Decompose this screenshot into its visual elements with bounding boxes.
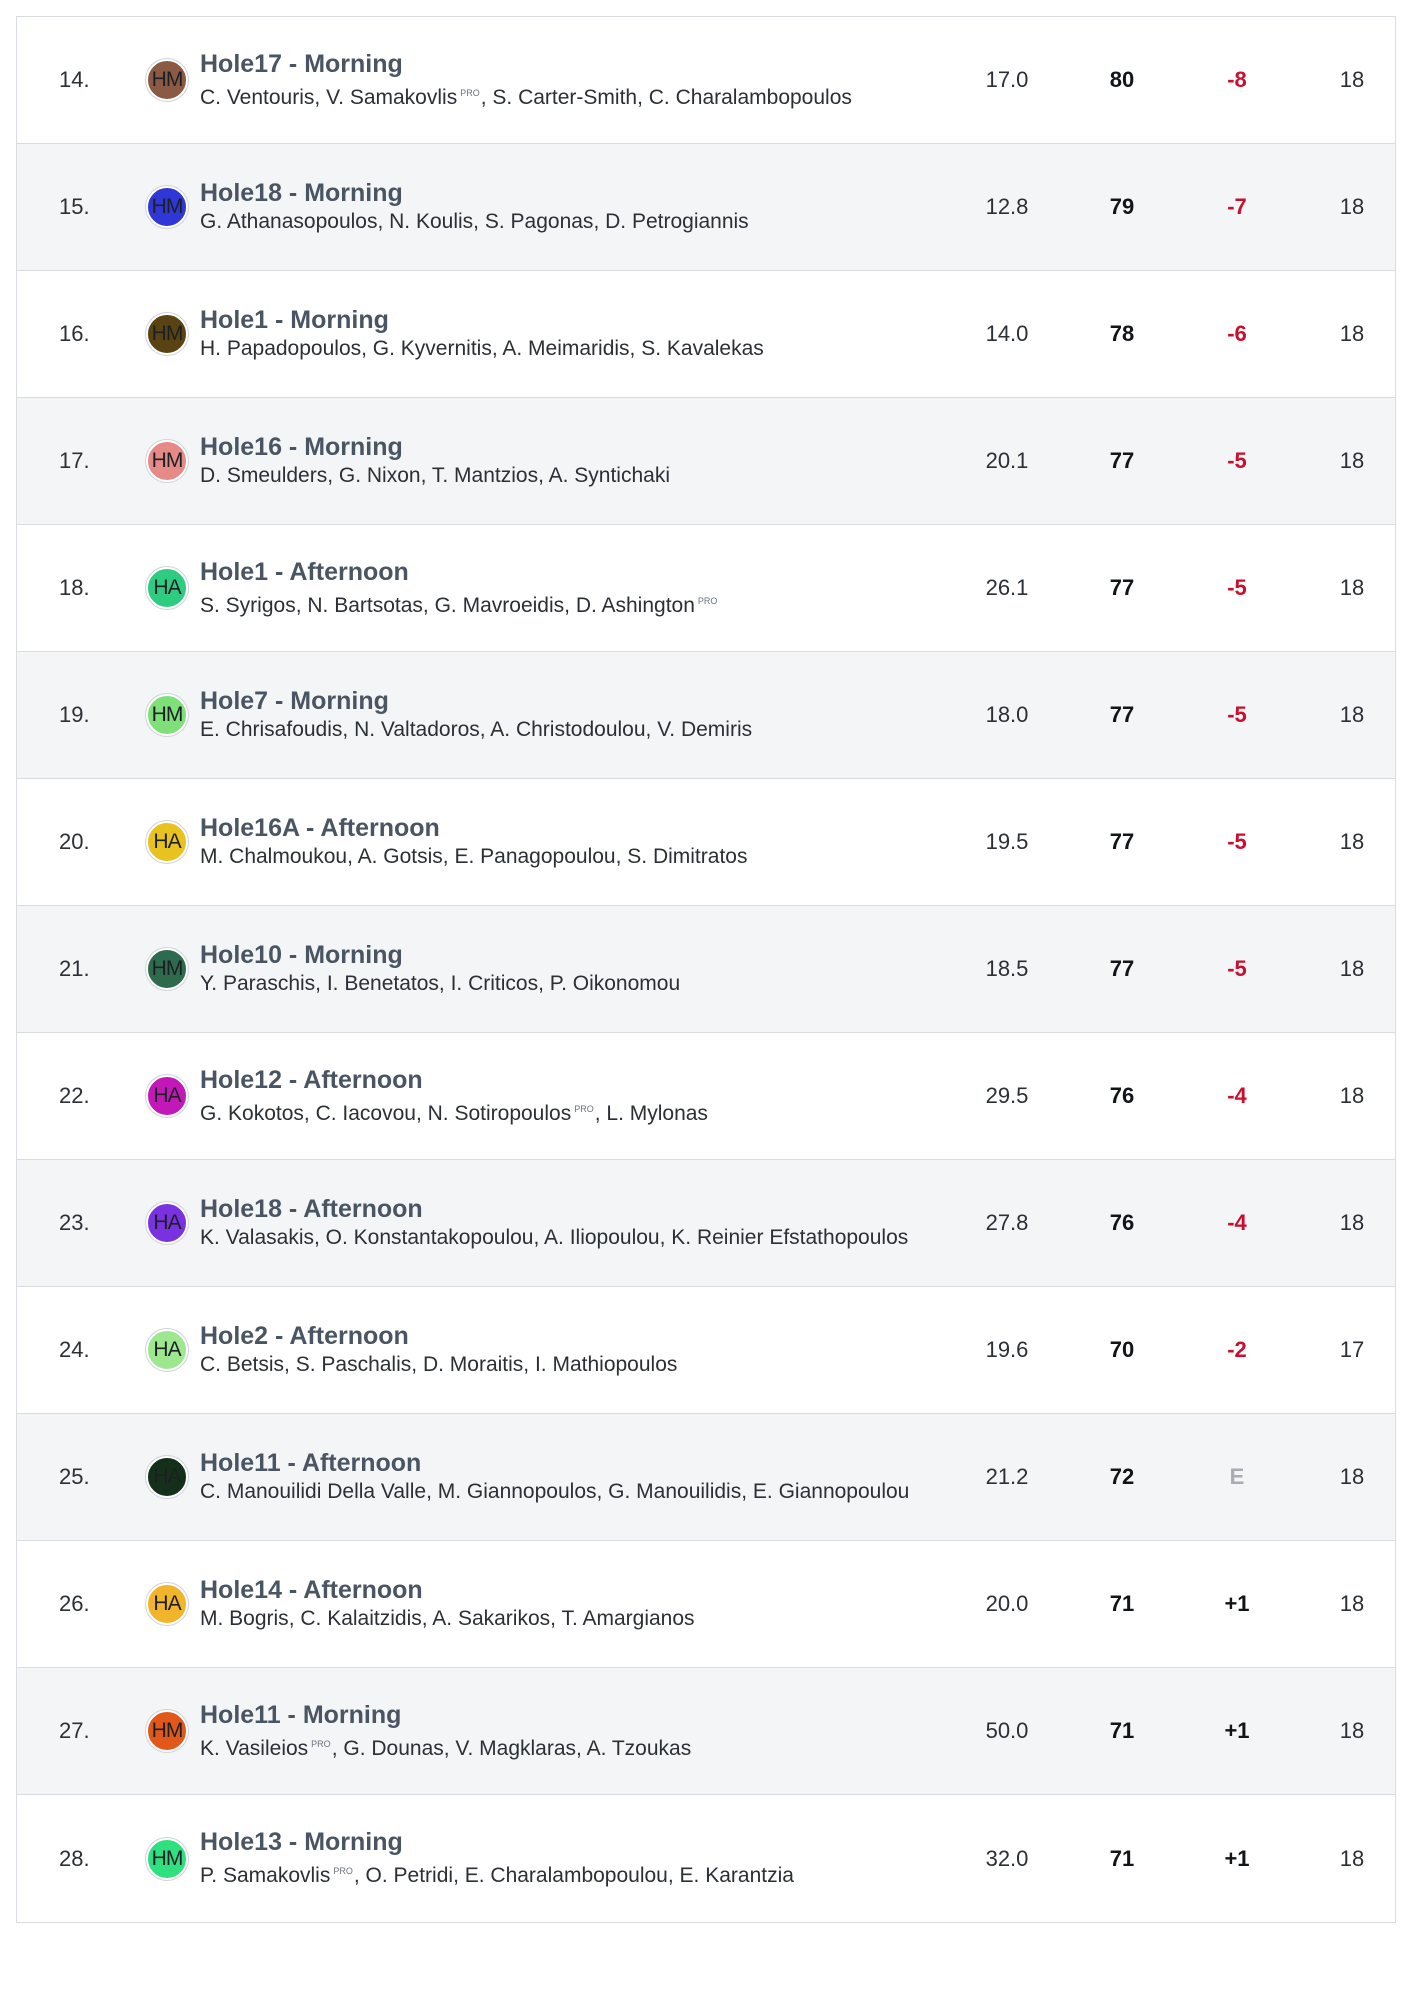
- gross-score: 76: [1109, 1083, 1135, 1108]
- to-par-score: -5: [1227, 956, 1247, 981]
- player-list: D. Smeulders, G. Nixon, T. Mantzios, A. Syntichaki: [200, 464, 670, 487]
- player-name: S. Pagonas: [484, 210, 594, 233]
- position: 19.: [59, 702, 90, 727]
- handicap-value: 19.6: [985, 1337, 1029, 1362]
- holes-played: 18: [1339, 1210, 1365, 1235]
- team-name-link[interactable]: Hole13 - Morning: [200, 1828, 403, 1856]
- to-par-score: -6: [1227, 321, 1247, 346]
- player-name: N. Bartsotas: [307, 593, 423, 617]
- holes-played: 18: [1339, 829, 1365, 854]
- handicap-value: 26.1: [985, 575, 1029, 600]
- player-list: G. Kokotos, C. Iacovou, N. Sotiropoulos $^{PRO}$, L. Mylonas: [200, 1101, 708, 1125]
- player-name: S. Carter-Smith: [492, 85, 638, 109]
- team-avatar-icon: HM: [146, 59, 188, 101]
- team-avatar-icon: HM: [146, 1710, 188, 1752]
- to-par-score: +1: [1224, 1591, 1250, 1616]
- player-name: G. Kokotos: [200, 1101, 304, 1125]
- handicap-value: 19.5: [985, 829, 1029, 854]
- player-name: C. Charalambopoulos: [648, 85, 852, 109]
- player-name: C. Kalaitzidis: [300, 1607, 422, 1630]
- team-info[interactable]: [200, 1414, 920, 1540]
- team-name-link[interactable]: Hole11 - Morning: [200, 1700, 402, 1729]
- team-name-link[interactable]: Hole2 - Afternoon: [200, 1322, 409, 1350]
- gross-score: 71: [1109, 1591, 1135, 1616]
- player-list: H. Papadopoulos, G. Kyvernitis, A. Meimaridis, S. Kavalekas: [200, 337, 764, 360]
- player-name: T. Mantzios: [431, 464, 539, 487]
- player-name: S. Dimitratos: [627, 845, 748, 868]
- pro-badge: PRO: [460, 87, 480, 98]
- team-avatar-icon: HA: [146, 1202, 188, 1244]
- player-name: I. Criticos: [450, 972, 539, 995]
- team-avatar-icon: HM: [146, 694, 188, 736]
- leaderboard-row[interactable]: [17, 17, 1395, 144]
- team-name-link[interactable]: Hole12 - Afternoon: [200, 1065, 423, 1094]
- team-name-link[interactable]: Hole1 - Afternoon: [200, 557, 409, 586]
- player-name: E. Charalambopoulou: [464, 1864, 668, 1887]
- position: 28.: [59, 1845, 90, 1871]
- player-name: G. Mavroeidis: [434, 593, 565, 617]
- position: 25.: [59, 1464, 90, 1489]
- team-name-link[interactable]: Hole1 - Morning: [200, 306, 389, 334]
- player-name: H. Papadopoulos: [200, 337, 362, 360]
- player-name: O. Konstantakopoulou: [325, 1226, 534, 1249]
- leaderboard-row[interactable]: [17, 1668, 1395, 1795]
- gross-score: 77: [1109, 448, 1135, 473]
- handicap-value: 27.8: [985, 1210, 1029, 1235]
- player-list: C. Ventouris, V. Samakovlis $^{PRO}$, S. Carter-Smith, C. Charalambopoulos: [200, 85, 852, 109]
- team-name-link[interactable]: Hole16A - Afternoon: [200, 814, 440, 842]
- leaderboard-row[interactable]: [17, 1414, 1395, 1541]
- to-par-score: -5: [1227, 448, 1247, 473]
- player-name: D. Ashington: [575, 593, 695, 617]
- gross-score: 77: [1109, 956, 1135, 981]
- team-avatar-icon: HM: [146, 313, 188, 355]
- team-name-link[interactable]: Hole16 - Morning: [200, 433, 403, 461]
- position: 18.: [59, 575, 90, 600]
- gross-score: 78: [1109, 321, 1135, 346]
- player-list: Y. Paraschis, I. Benetatos, I. Criticos, P. Oikonomou: [200, 972, 681, 995]
- position: 27.: [59, 1718, 90, 1743]
- player-name: K. Reinier Efstathopoulos: [671, 1226, 909, 1249]
- player-name: N. Valtadoros: [354, 718, 480, 741]
- leaderboard-row[interactable]: [17, 525, 1395, 652]
- holes-played: 18: [1339, 448, 1365, 473]
- player-name: I. Mathiopoulos: [534, 1353, 678, 1376]
- player-name: D. Petrogiannis: [605, 210, 749, 233]
- player-name: E. Panagopoulou: [454, 845, 616, 868]
- handicap-value: 21.2: [985, 1464, 1029, 1489]
- gross-score: 71: [1109, 1718, 1135, 1743]
- player-name: V. Magklaras: [455, 1736, 577, 1760]
- player-name: K. Vasileios: [200, 1736, 309, 1760]
- gross-score: 77: [1109, 702, 1135, 727]
- team-info[interactable]: [200, 17, 920, 143]
- gross-score: 79: [1109, 194, 1135, 219]
- player-name: V. Samakovlis: [326, 85, 458, 109]
- team-name-link[interactable]: Hole18 - Afternoon: [200, 1195, 423, 1223]
- to-par-score: -7: [1227, 194, 1247, 219]
- player-name: N. Koulis: [389, 210, 474, 233]
- player-name: S. Paschalis: [295, 1353, 412, 1376]
- player-name: T. Amargianos: [561, 1607, 695, 1630]
- player-name: E. Chrisafoudis: [200, 718, 343, 741]
- player-name: P. Oikonomou: [549, 972, 681, 995]
- handicap-value: 18.5: [985, 956, 1029, 981]
- player-name: D. Smeulders: [200, 464, 328, 487]
- player-name: V. Demiris: [657, 718, 753, 741]
- pro-badge: PRO: [311, 1738, 331, 1749]
- leaderboard-row[interactable]: [17, 1033, 1395, 1160]
- player-name: G. Manouilidis: [608, 1480, 742, 1503]
- to-par-score: E: [1229, 1464, 1245, 1489]
- to-par-score: +1: [1224, 1845, 1250, 1871]
- leaderboard-row[interactable]: [17, 906, 1395, 1033]
- player-name: M. Giannopoulos: [437, 1480, 597, 1503]
- player-name: D. Moraitis: [422, 1353, 524, 1376]
- player-list: C. Betsis, S. Paschalis, D. Moraitis, I. Mathiopoulos: [200, 1353, 678, 1376]
- team-info[interactable]: [200, 1160, 920, 1286]
- team-info[interactable]: [200, 652, 920, 778]
- leaderboard-row[interactable]: [17, 1795, 1395, 1922]
- holes-played: 18: [1339, 1591, 1365, 1616]
- player-name: E. Karantzia: [679, 1864, 794, 1887]
- handicap-value: 32.0: [985, 1845, 1029, 1871]
- player-name: S. Syrigos: [200, 593, 296, 617]
- team-avatar-icon: HA: [146, 1075, 188, 1117]
- player-name: M. Chalmoukou: [200, 845, 348, 868]
- player-list: M. Bogris, C. Kalaitzidis, A. Sakarikos, T. Amargianos: [200, 1607, 695, 1630]
- leaderboard-row[interactable]: [17, 1287, 1395, 1414]
- to-par-score: -4: [1227, 1083, 1247, 1108]
- team-avatar-icon: HA: [146, 1329, 188, 1371]
- to-par-score: -5: [1227, 702, 1247, 727]
- gross-score: 80: [1109, 67, 1135, 92]
- position: 16.: [59, 321, 90, 346]
- team-name-link[interactable]: Hole10 - Morning: [200, 941, 403, 969]
- gross-score: 70: [1109, 1337, 1135, 1362]
- player-name: N. Sotiropoulos: [427, 1101, 572, 1125]
- team-avatar-icon: HA: [146, 1456, 188, 1498]
- team-name-link[interactable]: Hole14 - Afternoon: [200, 1576, 423, 1604]
- to-par-score: -5: [1227, 829, 1247, 854]
- to-par-score: -5: [1227, 575, 1247, 600]
- player-name: A. Christodoulou: [490, 718, 646, 741]
- gross-score: 76: [1109, 1210, 1135, 1235]
- team-info[interactable]: [200, 144, 920, 270]
- player-list: K. Valasakis, O. Konstantakopoulou, A. Iliopoulou, K. Reinier Efstathopoulos: [200, 1226, 909, 1249]
- team-name-link[interactable]: Hole11 - Afternoon: [200, 1449, 422, 1477]
- team-info[interactable]: [200, 906, 920, 1032]
- holes-played: 18: [1339, 1718, 1365, 1743]
- team-info[interactable]: [200, 1668, 920, 1794]
- handicap-value: 17.0: [985, 67, 1029, 92]
- handicap-value: 50.0: [985, 1718, 1029, 1743]
- holes-played: 17: [1339, 1337, 1365, 1362]
- leaderboard-row[interactable]: [17, 144, 1395, 271]
- holes-played: 18: [1339, 702, 1365, 727]
- team-info[interactable]: [200, 1033, 920, 1159]
- pro-badge: PRO: [697, 595, 718, 606]
- holes-played: 18: [1339, 1845, 1365, 1871]
- handicap-value: 20.1: [985, 448, 1029, 473]
- position: 14.: [59, 67, 90, 92]
- position: 20.: [59, 829, 90, 854]
- player-name: C. Betsis: [200, 1353, 285, 1376]
- leaderboard-row[interactable]: [17, 1160, 1395, 1287]
- player-list: K. Vasileios $^{PRO}$, G. Dounas, V. Magklaras, A. Tzoukas: [200, 1736, 692, 1760]
- holes-played: 18: [1339, 321, 1365, 346]
- handicap-value: 12.8: [985, 194, 1029, 219]
- player-name: G. Kyvernitis: [372, 337, 492, 360]
- handicap-value: 14.0: [985, 321, 1029, 346]
- player-list: E. Chrisafoudis, N. Valtadoros, A. Christodoulou, V. Demiris: [200, 718, 753, 741]
- player-name: A. Syntichaki: [548, 464, 670, 487]
- player-name: C. Manouilidi Della Valle: [200, 1480, 427, 1503]
- player-name: C. Iacovou: [315, 1101, 416, 1125]
- leaderboard-row[interactable]: [17, 779, 1395, 906]
- player-name: A. Meimaridis: [502, 337, 630, 360]
- player-list: C. Manouilidi Della Valle, M. Giannopoulos, G. Manouilidis, E. Giannopoulou: [200, 1480, 910, 1503]
- handicap-value: 18.0: [985, 702, 1029, 727]
- leaderboard-table: [16, 16, 1396, 1923]
- team-avatar-icon: HA: [146, 821, 188, 863]
- player-name: A. Gotsis: [357, 845, 443, 868]
- leaderboard-row[interactable]: [17, 398, 1395, 525]
- player-name: G. Athanasopoulos: [200, 210, 378, 233]
- gross-score: 77: [1109, 829, 1135, 854]
- gross-score: 77: [1109, 575, 1135, 600]
- position: 26.: [59, 1591, 90, 1616]
- position: 24.: [59, 1337, 90, 1362]
- team-avatar-icon: HA: [146, 1583, 188, 1625]
- player-name: S. Kavalekas: [641, 337, 764, 360]
- player-name: A. Sakarikos: [432, 1607, 551, 1630]
- player-name: E. Giannopoulou: [752, 1480, 910, 1503]
- pro-badge: PRO: [574, 1103, 594, 1114]
- team-name-link[interactable]: Hole17 - Morning: [200, 49, 403, 78]
- position: 21.: [59, 956, 90, 981]
- team-info[interactable]: [200, 525, 920, 651]
- player-list: P. Samakovlis $^{PRO}$, O. Petridi, E. Charalambopoulou, E. Karantzia: [200, 1864, 794, 1887]
- to-par-score: -2: [1227, 1337, 1247, 1362]
- team-name-link[interactable]: Hole18 - Morning: [200, 179, 403, 207]
- player-name: Y. Paraschis: [200, 972, 316, 995]
- team-avatar-icon: HM: [146, 440, 188, 482]
- player-name: G. Nixon: [338, 464, 421, 487]
- handicap-value: 29.5: [985, 1083, 1029, 1108]
- player-name: G. Dounas: [343, 1736, 444, 1760]
- gross-score: 71: [1109, 1845, 1135, 1871]
- pro-badge: PRO: [333, 1866, 353, 1876]
- player-name: A. Tzoukas: [586, 1736, 692, 1760]
- team-info[interactable]: [200, 1287, 920, 1413]
- holes-played: 18: [1339, 1083, 1365, 1108]
- team-info[interactable]: [200, 271, 920, 397]
- player-name: K. Valasakis: [200, 1226, 314, 1249]
- to-par-score: +1: [1224, 1718, 1250, 1743]
- team-info[interactable]: [200, 1541, 920, 1667]
- player-list: M. Chalmoukou, A. Gotsis, E. Panagopoulou, S. Dimitratos: [200, 845, 748, 868]
- gross-score: 72: [1109, 1464, 1135, 1489]
- holes-played: 18: [1339, 956, 1365, 981]
- team-avatar-icon: HM: [146, 186, 188, 228]
- player-list: G. Athanasopoulos, N. Koulis, S. Pagonas, D. Petrogiannis: [200, 210, 749, 233]
- team-info[interactable]: [200, 398, 920, 524]
- leaderboard-row[interactable]: [17, 1541, 1395, 1668]
- position: 17.: [59, 448, 90, 473]
- holes-played: 18: [1339, 194, 1365, 219]
- position: 15.: [59, 194, 90, 219]
- team-name-link[interactable]: Hole7 - Morning: [200, 687, 389, 715]
- player-name: C. Ventouris: [200, 85, 315, 109]
- player-name: L. Mylonas: [606, 1101, 708, 1125]
- leaderboard-row[interactable]: [17, 652, 1395, 779]
- team-info[interactable]: [200, 1795, 920, 1922]
- to-par-score: -8: [1227, 67, 1247, 92]
- holes-played: 18: [1339, 67, 1365, 92]
- handicap-value: 20.0: [985, 1591, 1029, 1616]
- team-info[interactable]: [200, 779, 920, 905]
- player-name: I. Benetatos: [326, 972, 439, 995]
- team-avatar-icon: HA: [146, 567, 188, 609]
- player-name: A. Iliopoulou: [544, 1226, 660, 1249]
- to-par-score: -4: [1227, 1210, 1247, 1235]
- player-list: S. Syrigos, N. Bartsotas, G. Mavroeidis, D. Ashington $^{PRO}$: [200, 593, 718, 617]
- position: 22.: [59, 1083, 90, 1108]
- holes-played: 18: [1339, 575, 1365, 600]
- player-name: P. Samakovlis: [200, 1864, 331, 1887]
- position: 23.: [59, 1210, 90, 1235]
- player-name: O. Petridi: [365, 1864, 454, 1887]
- team-avatar-icon: HM: [146, 948, 188, 990]
- player-name: M. Bogris: [200, 1607, 289, 1630]
- holes-played: 18: [1339, 1464, 1365, 1489]
- leaderboard-row[interactable]: [17, 271, 1395, 398]
- team-avatar-icon: HM: [146, 1838, 188, 1880]
